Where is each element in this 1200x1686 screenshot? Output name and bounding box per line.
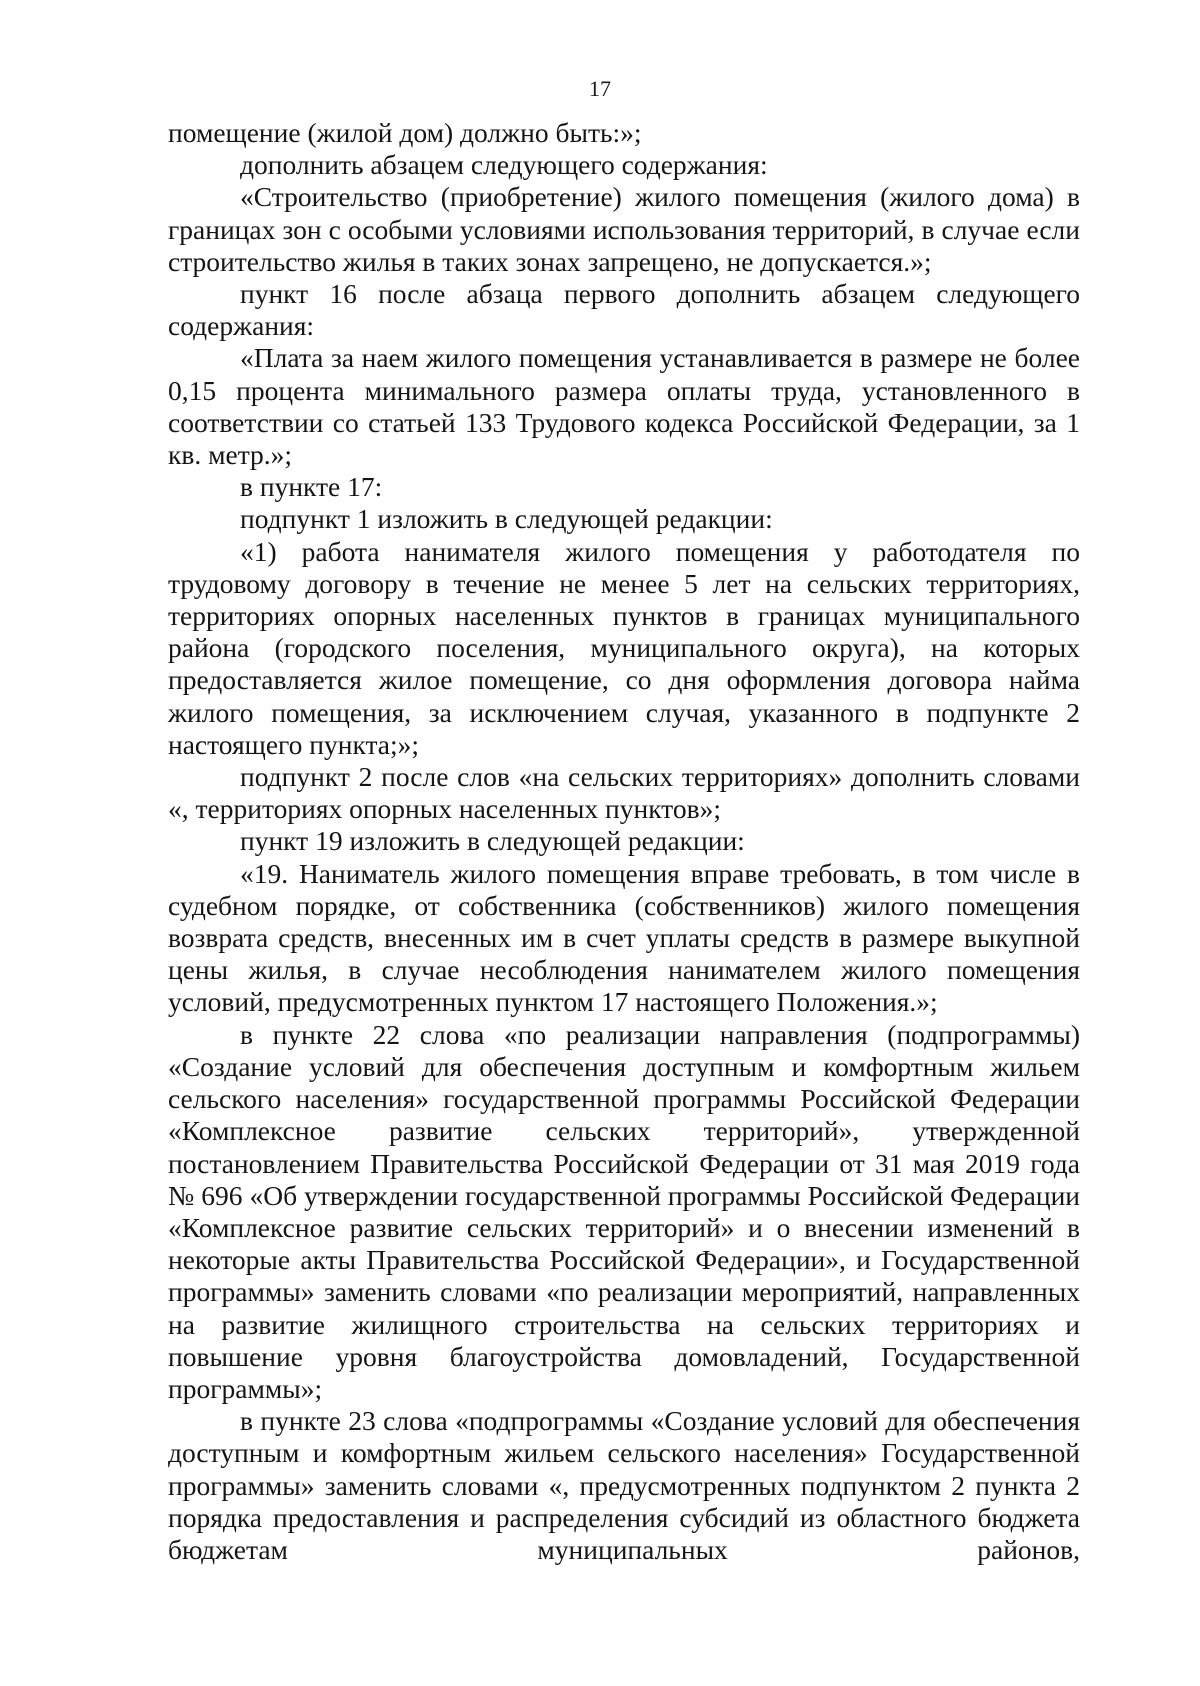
paragraph: в пункте 22 слова «по реализации направления (подпрограммы) «Создание условий для обеспечения доступным и комфортным жильем сельского населения» государственной программы Российской Федерации «Комплексное развитие сельских территорий», утвержденной постановлением Правительства Российской Федерации от 31 мая 2019 года № 696 «Об утверждении государственной программы Российской Федерации «Комплексное развитие сельских территорий» и о внесении изменений в некоторые акты Правительства Российской Федерации», и Государственной программы» заменить словами «по реализации мероприятий, направленных на развитие жилищного строительства на сельских территориях и повышение уровня благоустройства домовладений, Государственной программы»; [168, 1018, 1080, 1404]
page-number: 17 [589, 76, 611, 101]
paragraph: «19. Наниматель жилого помещения вправе требовать, в том числе в судебном порядке, от собственника (собственников) жилого помещения возврата средств, внесенных им в счет уплаты средств в размере выкупной цены жилья, в случае несоблюдения нанимателем жилого помещения условий, предусмотренных пунктом 17 настоящего Положения.»; [168, 857, 1080, 1018]
paragraph: дополнить абзацем следующего содержания: [240, 149, 768, 181]
paragraph: пункт 19 изложить в следующей редакции: [240, 825, 745, 857]
paragraph: пункт 16 после абзаца первого дополнить абзацем следующего содержания: [168, 278, 1080, 342]
paragraph: «Плата за наем жилого помещения устанавливается в размере не более 0,15 процента минимального размера оплаты труда, установленного в соответствии со статьей 133 Трудового кодекса Российской Федерации, за 1 кв. метр.»; [168, 342, 1080, 471]
paragraph: подпункт 1 изложить в следующей редакции: [240, 503, 773, 535]
paragraph: «Строительство (приобретение) жилого помещения (жилого дома) в границах зон с особыми условиями использования территорий, в случае если строительство жилья в таких зонах запрещено, не допускается.»; [168, 181, 1080, 277]
paragraph: подпункт 2 после слов «на сельских территориях» дополнить словами «, территориях опорных населенных пунктов»; [168, 761, 1080, 825]
document-body [168, 117, 1080, 1566]
paragraph: «1) работа нанимателя жилого помещения у работодателя по трудовому договору в течение не менее 5 лет на сельских территориях, территориях опорных населенных пунктов в границах муниципального района (городского поселения, муниципального округа), на которых предоставляется жилое помещение, со дня оформления договора найма жилого помещения, за исключением случая, указанного в подпункте 2 настоящего пункта;»; [168, 535, 1080, 760]
paragraph: в пункте 17: [240, 471, 383, 503]
paragraph: в пункте 23 слова «подпрограммы «Создание условий для обеспечения доступным и комфортным жильем сельского населения» Государственной программы» заменить словами «, предусмотренных подпунктом 2 пункта 2 порядка предоставления и распределения субсидий из областного бюджета бюджетам муниципальных районов, [168, 1405, 1080, 1565]
paragraph: помещение (жилой дом) должно быть:»; [168, 117, 642, 148]
